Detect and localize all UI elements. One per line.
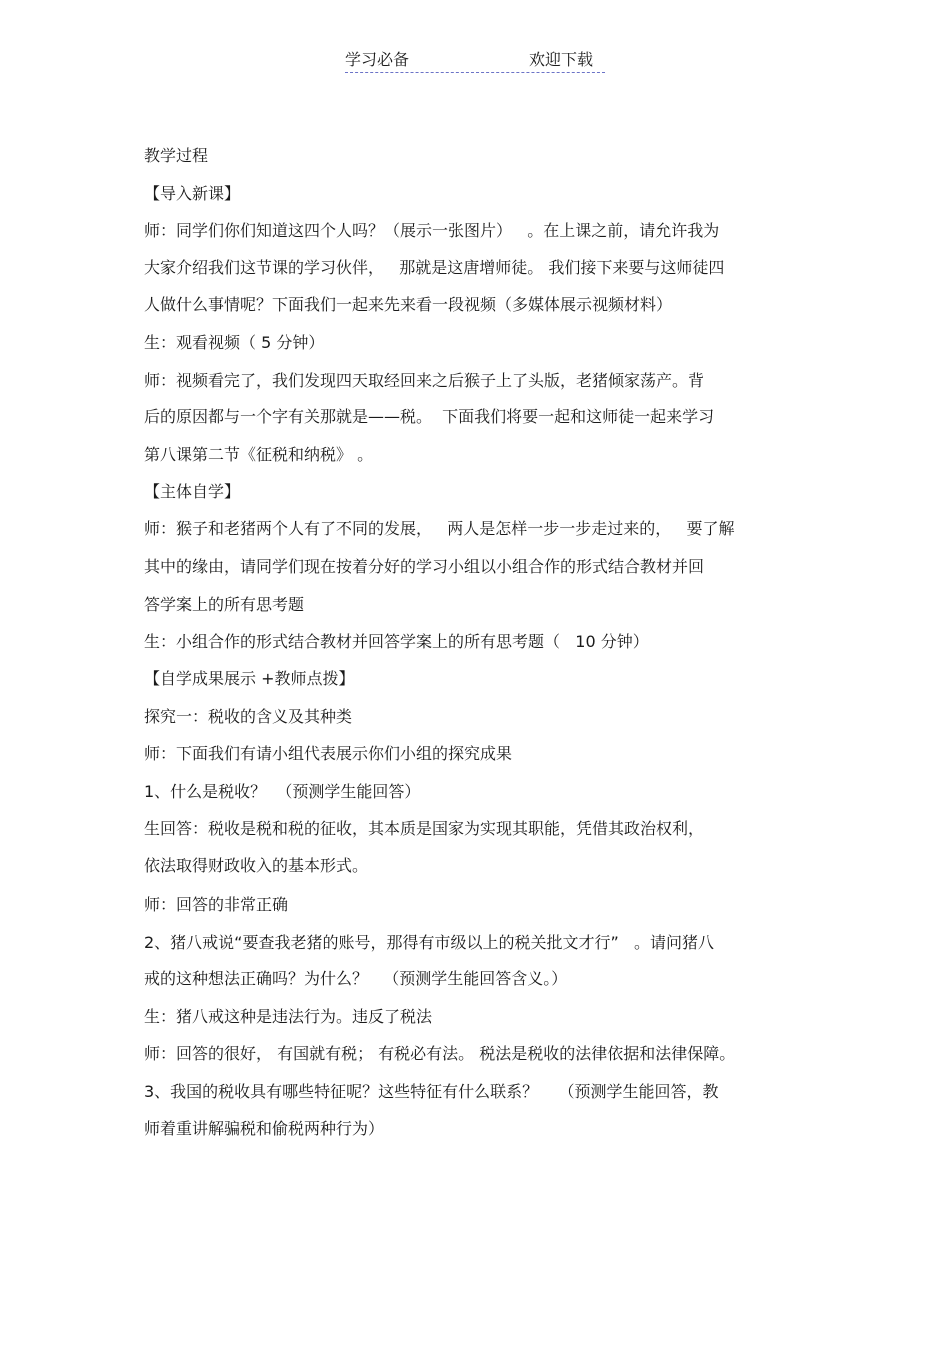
section-heading-results: 【自学成果展示 +教师点拨】 <box>144 669 355 688</box>
page-header <box>345 48 605 73</box>
paragraph-line: 师着重讲解骗税和偷税两种行为） <box>144 1119 385 1138</box>
paragraph-line: 后的原因都与一个字有关那就是——税。 下面我们将要一起和这师徒一起来学习 <box>144 407 715 426</box>
paragraph-line: 1、什么是税收？ （预测学生能回答） <box>144 782 421 801</box>
paragraph-line: 其中的缘由，请同学们现在按着分好的学习小组以小组合作的形式结合教材并回 <box>144 557 705 576</box>
section-heading-intro: 【导入新课】 <box>144 184 241 203</box>
paragraph-line: 师：回答的很好， 有国就有税； 有税必有法。 税法是税收的法律依据和法律保障。 <box>144 1044 736 1063</box>
paragraph-line: 生：观看视频（ 5 分钟） <box>144 333 325 352</box>
paragraph-line: 师：同学们你们知道这四个人吗？（展示一张图片） 。在上课之前，请允许我为 <box>144 221 720 240</box>
paragraph-line: 师：视频看完了，我们发现四天取经回来之后猴子上了头版，老猪倾家荡产。背 <box>144 371 705 390</box>
paragraph-line: 第八课第二节《征税和纳税》 。 <box>144 445 374 464</box>
header-right-text: 欢迎下载 <box>529 50 594 69</box>
paragraph-line: 生：小组合作的形式结合教材并回答学案上的所有思考题（ 10 分钟） <box>144 632 649 651</box>
paragraph-line: 依法取得财政收入的基本形式。 <box>144 856 369 875</box>
paragraph-line: 大家介绍我们这节课的学习伙伴， 那就是这唐增师徒。 我们接下来要与这师徒四 <box>144 258 725 277</box>
header-left-text: 学习必备 <box>345 50 410 69</box>
paragraph-line: 人做什么事情呢？下面我们一起来先来看一段视频（多媒体展示视频材料） <box>144 295 673 314</box>
paragraph-line: 师：回答的非常正确 <box>144 895 289 914</box>
section-heading-self-study: 【主体自学】 <box>144 482 241 501</box>
paragraph-line: 师：猴子和老猪两个人有了不同的发展， 两人是怎样一步一步走过来的， 要了解 <box>144 519 735 538</box>
paragraph-line: 师：下面我们有请小组代表展示你们小组的探究成果 <box>144 744 513 763</box>
paragraph-line: 2、猪八戒说“要查我老猪的账号，那得有市级以上的税关批文才行” 。请问猪八 <box>144 933 715 952</box>
paragraph-line: 戒的这种想法正确吗？为什么？ （预测学生能回答含义。） <box>144 969 568 988</box>
paragraph-line: 探究一：税收的含义及其种类 <box>144 707 353 726</box>
paragraph-line: 生回答：税收是税和税的征收，其本质是国家为实现其职能，凭借其政治权利， <box>144 819 705 838</box>
paragraph-line: 答学案上的所有思考题 <box>144 595 305 614</box>
paragraph-line: 生：猪八戒这种是违法行为。违反了税法 <box>144 1007 433 1026</box>
paragraph-line: 3、我国的税收具有哪些特征呢？这些特征有什么联系？ （预测学生能回答，教 <box>144 1082 719 1101</box>
section-title: 教学过程 <box>144 146 209 165</box>
